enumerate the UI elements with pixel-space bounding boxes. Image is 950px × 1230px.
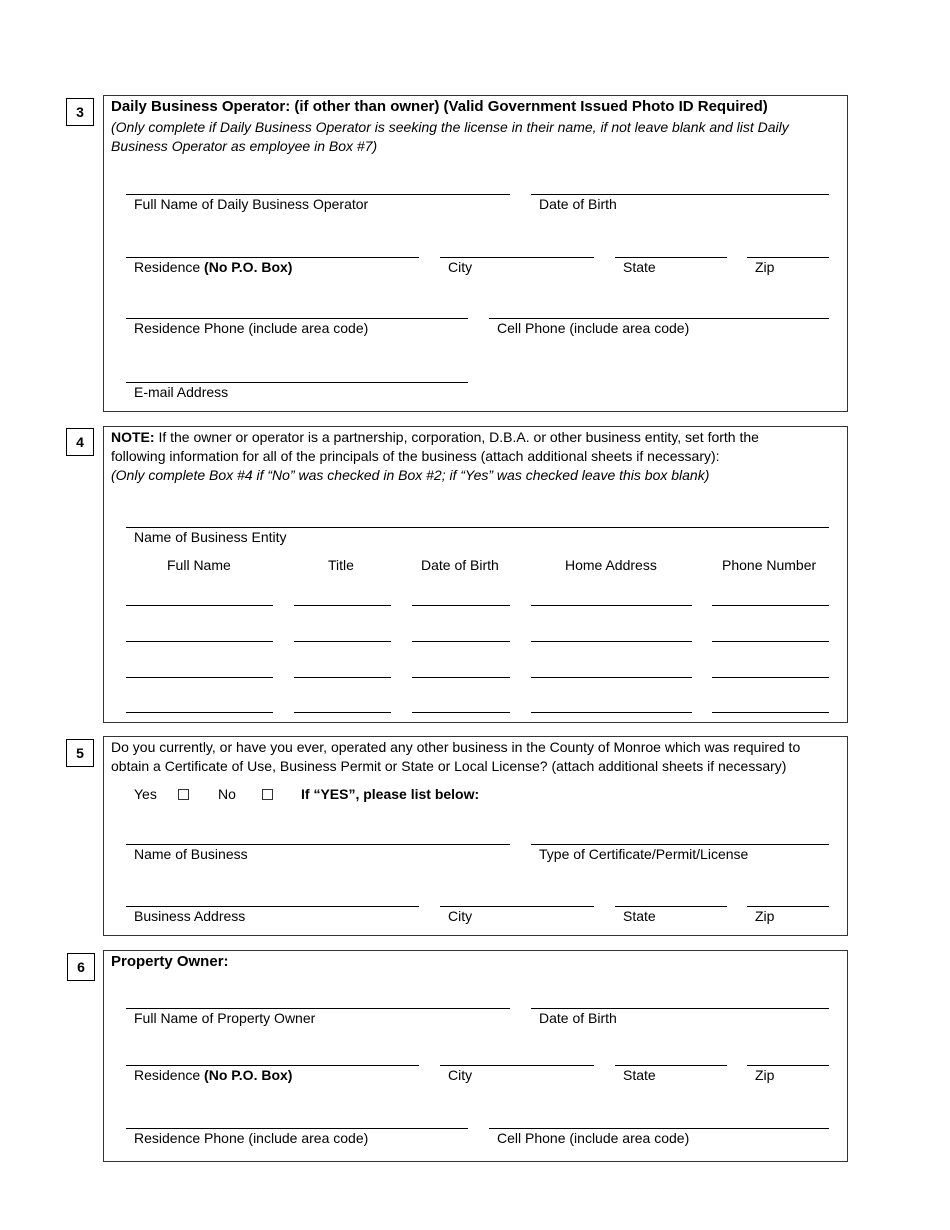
principal-title-field[interactable] (294, 712, 391, 713)
section-4-number: 4 (66, 428, 94, 456)
principal-phone-field[interactable] (712, 677, 829, 678)
no-label: No (218, 786, 236, 802)
principal-title-field[interactable] (294, 605, 391, 606)
section-4-italic-note: (Only complete Box #4 if “No” was checked in Box #2; if “Yes” was checked leave this box blank) (111, 467, 710, 483)
property-owner-residence-label: Residence (No P.O. Box) (134, 1067, 293, 1083)
principal-phone-field[interactable] (712, 605, 829, 606)
section-6-title: Property Owner: (111, 953, 229, 970)
property-owner-city-label: City (448, 1067, 473, 1083)
no-checkbox[interactable] (262, 789, 273, 800)
section-4-note-line1: NOTE: If the owner or operator is a partnership, corporation, D.B.A. or other business entity, set forth the (111, 429, 759, 445)
column-title: Title (328, 557, 354, 573)
yes-checkbox[interactable] (178, 789, 189, 800)
principal-full-name-field[interactable] (126, 641, 273, 642)
principal-full-name-field[interactable] (126, 712, 273, 713)
operator-email-label: E-mail Address (134, 384, 229, 400)
principal-dob-field[interactable] (412, 641, 510, 642)
property-owner-zip-label: Zip (755, 1067, 775, 1083)
section-5-question-line1: Do you currently, or have you ever, operated any other business in the County of Monroe which was required to (111, 739, 801, 755)
certificate-type-label: Type of Certificate/Permit/License (539, 846, 749, 862)
section-5-question-line2: obtain a Certificate of Use, Business Permit or State or Local License? (attach additional sheets if necessary) (111, 758, 787, 774)
principal-address-field[interactable] (531, 641, 692, 642)
property-owner-cell-phone-label: Cell Phone (include area code) (497, 1130, 690, 1146)
operator-state-label: State (623, 259, 656, 275)
principal-dob-field[interactable] (412, 712, 510, 713)
principal-title-field[interactable] (294, 641, 391, 642)
property-owner-res-phone-label: Residence Phone (include area code) (134, 1130, 369, 1146)
business-address-label: Business Address (134, 908, 246, 924)
business-zip-label: Zip (755, 908, 775, 924)
yes-label: Yes (134, 786, 157, 802)
section-6-number: 6 (67, 953, 95, 981)
principal-dob-field[interactable] (412, 605, 510, 606)
section-5-number: 5 (66, 739, 94, 767)
principal-full-name-field[interactable] (126, 677, 273, 678)
principal-title-field[interactable] (294, 677, 391, 678)
operator-cell-phone-label: Cell Phone (include area code) (497, 320, 690, 336)
property-owner-dob-label: Date of Birth (539, 1010, 617, 1026)
property-owner-state-label: State (623, 1067, 656, 1083)
business-city-label: City (448, 908, 473, 924)
column-date-of-birth: Date of Birth (421, 557, 499, 573)
section-3-note-line1: (Only complete if Daily Business Operator is seeking the license in their name, if not leave blank and list Daily (111, 119, 789, 135)
column-home-address: Home Address (565, 557, 657, 573)
principal-dob-field[interactable] (412, 677, 510, 678)
business-state-label: State (623, 908, 656, 924)
principal-phone-field[interactable] (712, 641, 829, 642)
property-owner-name-label: Full Name of Property Owner (134, 1010, 316, 1026)
business-entity-label: Name of Business Entity (134, 529, 287, 545)
operator-residence-label: Residence (No P.O. Box) (134, 259, 293, 275)
principal-address-field[interactable] (531, 605, 692, 606)
section-3-note-line2: Business Operator as employee in Box #7) (111, 138, 378, 154)
operator-city-label: City (448, 259, 473, 275)
principal-address-field[interactable] (531, 712, 692, 713)
column-phone-number: Phone Number (722, 557, 817, 573)
other-business-name-label: Name of Business (134, 846, 248, 862)
if-yes-instruction: If “YES”, please list below: (301, 786, 480, 802)
principal-phone-field[interactable] (712, 712, 829, 713)
operator-zip-label: Zip (755, 259, 775, 275)
section-3-number: 3 (66, 98, 94, 126)
operator-full-name-label: Full Name of Daily Business Operator (134, 196, 369, 212)
section-4-note-line2: following information for all of the principals of the business (attach additional sheets if necessary): (111, 448, 720, 464)
principal-address-field[interactable] (531, 677, 692, 678)
column-full-name: Full Name (167, 557, 231, 573)
operator-res-phone-label: Residence Phone (include area code) (134, 320, 369, 336)
principal-full-name-field[interactable] (126, 605, 273, 606)
operator-dob-label: Date of Birth (539, 196, 617, 212)
section-3-title: Daily Business Operator: (if other than owner) (Valid Government Issued Photo ID Required) (111, 98, 768, 115)
